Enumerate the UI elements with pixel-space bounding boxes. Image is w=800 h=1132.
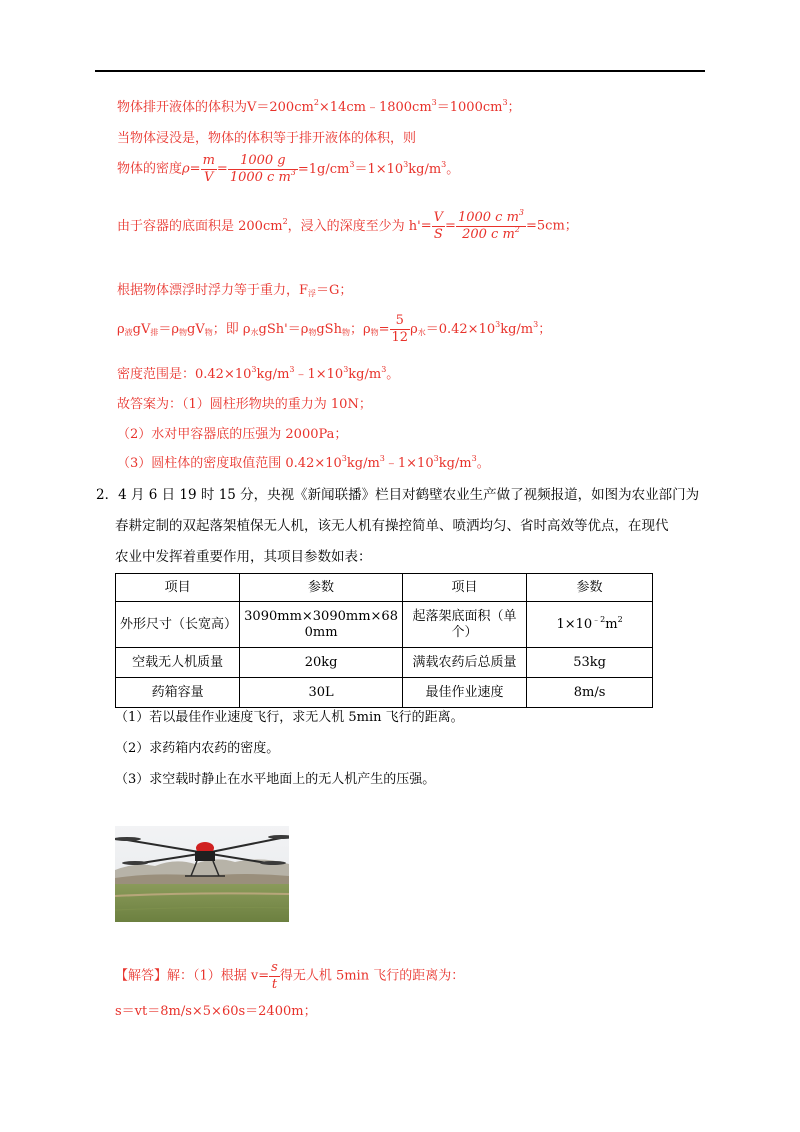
sub-question-1: （1）若以最佳作业速度飞行，求无人机 5min 飞行的距离。	[115, 710, 464, 725]
table-cell: 起落架底面积（单 个）	[402, 602, 526, 648]
table-cell: 53kg	[527, 648, 653, 678]
fraction-5-over-12: $\frac{5}{12}$	[391, 313, 409, 345]
answer-summary-3: （3）圆柱体的密度取值范围 $0.42\times 10^3kg/m^3﹣1\times 10^3kg/m^3$。	[117, 454, 490, 471]
drone-photo-svg	[115, 826, 289, 922]
answer-tag: 【解答】	[115, 968, 168, 984]
question-2-line-3: 农业中发挥着重要作用，其项目参数如表：	[115, 549, 372, 565]
table-header-cell: 参数	[527, 574, 653, 602]
answer-line-2: s＝vt＝8m/s×5×60s＝2400m；	[115, 1004, 317, 1019]
table-cell: 20kg	[240, 648, 403, 678]
question-2-line-2: 春耕定制的双起落架植保无人机，该无人机有操控简单、喷洒均匀、省时高效等优点，在现代	[115, 518, 669, 534]
table-cell: 药箱容量	[116, 678, 240, 708]
answer-line-1: 【解答】解：（1）根据 v= $\frac{s}{t}$ 得无人机 5min 飞行的距离为：	[115, 960, 465, 992]
answer-summary-2: （2）水对甲容器底的压强为 2000Pa；	[117, 427, 348, 442]
fraction-s-over-t: $\frac{s}{t}$	[271, 960, 278, 992]
solution-line-2: 当物体浸没是，物体的体积等于排开液体的体积，则	[117, 131, 417, 146]
fraction-volume-over-area: $\frac{1000 c m^3}{200 c m^2}$	[457, 208, 525, 242]
table-cell: $1\times 10^{﹣2}m^2$	[527, 602, 653, 648]
answer-summary-1: 故答案为：（1）圆柱形物块的重力为 10N；	[117, 397, 372, 412]
table-cell: 30L	[240, 678, 403, 708]
table-cell: 最佳作业速度	[402, 678, 526, 708]
table-cell: 空载无人机质量	[116, 648, 240, 678]
sub-question-3: （3）求空载时静止在水平地面上的无人机产生的压强。	[115, 772, 436, 787]
table-header-cell: 项目	[116, 574, 240, 602]
depth-formula: 由于容器的底面积是 $200cm^2$，浸入的深度至少为 h'= $\frac{V}{S}$ = $\frac{1000 c m^3}{200 c m^2}$ =5cm；	[117, 208, 578, 242]
table-row	[116, 648, 653, 678]
table-header-row	[116, 574, 653, 602]
fraction-m-over-v: $\frac{m}{V}$	[202, 153, 215, 185]
density-formula: 物体的密度ρ= $\frac{m}{V}$ = $\frac{1000 g}{1000 c m^3}$ $=1g/cm^3=1\times 10^3kg/m^3$。	[117, 153, 460, 185]
density-range-line: 密度范围是：$0.42\times 10^3kg/m^3﹣1\times 10^3kg/m^3$。	[117, 365, 400, 382]
density-ratio-line: $\rho_液gV_排=\rho_物gV_物$；即 $\rho_水gSh'=\rho_物gSh_物$；$\rho_物=$ $\frac{5}{12}$ $\rho_水=0.42\times 10^3kg/m^3$；	[117, 313, 552, 345]
table-row	[116, 602, 653, 648]
buoyancy-line: 根据物体漂浮时浮力等于重力，$F_浮=G$；	[117, 283, 353, 298]
table-cell: 3090mm×3090mm×68 0mm	[240, 602, 403, 648]
fraction-mass-over-volume: $\frac{1000 g}{1000 c m^3}$	[229, 153, 296, 185]
sub-question-2: （2）求药箱内农药的密度。	[115, 741, 280, 756]
table-row	[116, 678, 653, 708]
table-header-cell: 项目	[402, 574, 526, 602]
drone-parameter-table	[115, 573, 653, 708]
table-cell: 8m/s	[527, 678, 653, 708]
solution-line-1: 物体排开液体的体积为$V=200cm^2\times 14cm﹣1800cm^3=1000cm^3$；	[117, 98, 521, 115]
table-header-cell: 参数	[240, 574, 403, 602]
table-cell: 外形尺寸（长宽高）	[116, 602, 240, 648]
drone-photo	[115, 826, 289, 922]
question-2-line-1: 2．4 月 6 日 19 时 15 分，央视《新闻联播》栏目对鹤壁农业生产做了视频报道，如图为农业部门为	[96, 487, 700, 503]
fraction-v-over-s: $\frac{V}{S}$	[433, 210, 444, 242]
table-cell: 满载农药后总质量	[402, 648, 526, 678]
header-rule	[95, 70, 705, 72]
